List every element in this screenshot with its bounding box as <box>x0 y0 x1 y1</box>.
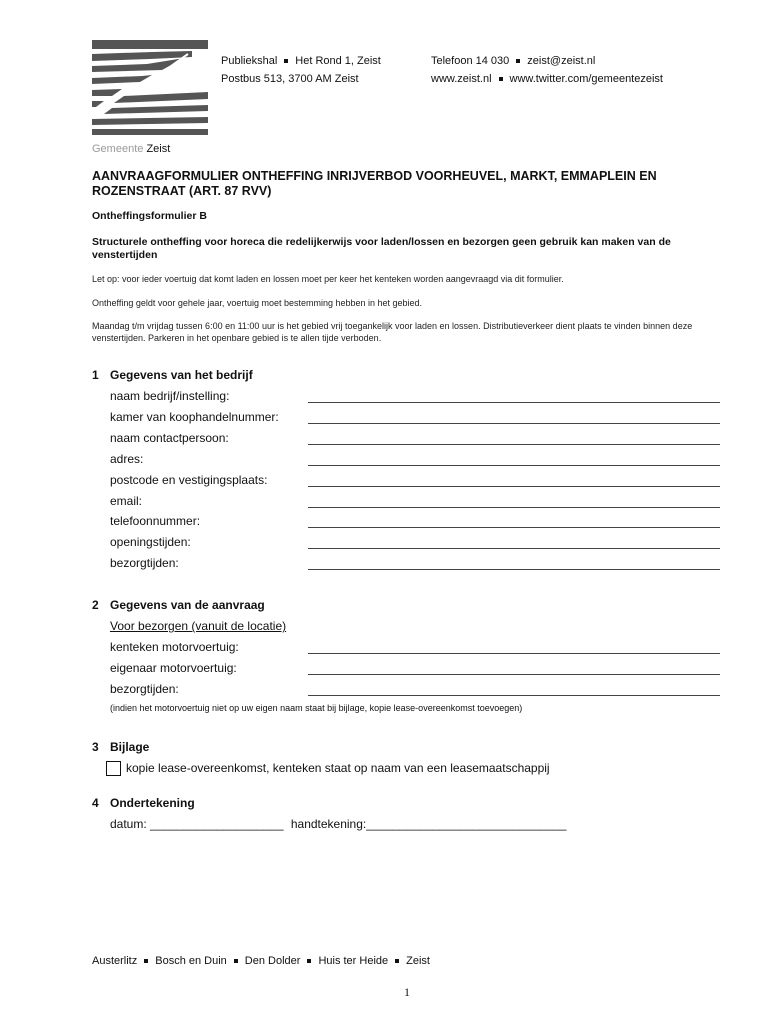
company-field-input[interactable] <box>308 465 720 466</box>
header-contact <box>431 52 663 88</box>
company-field-input[interactable] <box>308 548 720 549</box>
note-2: Ontheffing geldt voor gehele jaar, voertuig moet bestemming hebben in het gebied. <box>92 298 423 308</box>
section1-title: Gegevens van het bedrijf <box>110 368 253 382</box>
company-field-label: naam contactpersoon: <box>110 430 229 445</box>
address-part1: Publiekshal <box>221 55 278 67</box>
footer-place: Bosch en Duin <box>155 955 227 967</box>
footer-places <box>92 955 430 967</box>
header-address <box>221 52 381 88</box>
note-1: Let op: voor ieder voertuig dat komt laden en lossen moet per keer het kenteken worden aangevraagd via dit formulier. <box>92 274 564 284</box>
section2-number: 2 <box>92 598 99 612</box>
section1-heading <box>92 368 253 382</box>
company-field-label: email: <box>110 493 143 508</box>
request-field-label: eigenaar motorvoertuig: <box>110 661 237 675</box>
lease-checkbox[interactable] <box>106 761 121 776</box>
contact-email[interactable]: zeist@zeist.nl <box>527 55 596 67</box>
footer-place: Huis ter Heide <box>318 955 389 967</box>
company-field-input[interactable] <box>308 507 720 508</box>
brand-label <box>92 143 170 155</box>
gemeente-zeist-logo <box>92 40 210 136</box>
section2-heading <box>92 598 265 612</box>
bullet-icon <box>234 959 238 963</box>
company-field-input[interactable] <box>308 402 720 403</box>
company-field-input[interactable] <box>308 569 720 570</box>
page-number: 1 <box>404 985 410 999</box>
company-field-label: postcode en vestigingsplaats: <box>110 472 268 487</box>
bullet-icon <box>395 959 399 963</box>
request-field-input[interactable] <box>308 653 720 654</box>
footer-place: Austerlitz <box>92 955 138 967</box>
signature-field[interactable]: handtekening:______________________________ <box>290 817 567 831</box>
request-field-label: bezorgtijden: <box>110 682 179 696</box>
section4-number: 4 <box>92 796 99 810</box>
section1-number: 1 <box>92 368 99 382</box>
bullet-icon <box>307 959 311 963</box>
bullet-icon <box>284 59 288 63</box>
section3-title: Bijlage <box>110 740 150 754</box>
company-field-input[interactable] <box>308 423 720 424</box>
section3-heading <box>92 740 149 754</box>
company-field-input[interactable] <box>308 486 720 487</box>
footer-place: Den Dolder <box>244 955 301 967</box>
company-field-label: adres: <box>110 451 144 466</box>
brand-prefix: Gemeente <box>92 143 144 155</box>
note-3: Maandag t/m vrijdag tussen 6:00 en 11:00 uur is het gebied vrij toegankelijk voor laden en lossen. Distributieverkeer dient plaats te vinden binnen deze venstertijden. Parkeren in het openbare gebied is te allen tijde verboden. <box>92 321 693 343</box>
address-part2: Het Rond 1, Zeist <box>295 55 381 67</box>
section4-title: Ondertekening <box>110 796 195 810</box>
company-field-label: kamer van koophandelnummer: <box>110 409 279 424</box>
section3-number: 3 <box>92 740 99 754</box>
contact-web[interactable]: www.zeist.nl <box>431 73 492 85</box>
section2-note: (indien het motorvoertuig niet op uw eigen naam staat bij bijlage, kopie lease-overeenkomst toevoegen) <box>110 703 523 713</box>
request-field-label: kenteken motorvoertuig: <box>110 640 239 654</box>
form-subtitle: Ontheffingsformulier B <box>92 210 207 222</box>
request-field-input[interactable] <box>308 695 720 696</box>
brand-name: Zeist <box>146 143 171 155</box>
address-line2: Postbus 513, 3700 AM Zeist <box>221 73 359 85</box>
request-field-input[interactable] <box>308 674 720 675</box>
company-field-input[interactable] <box>308 444 720 445</box>
section2-title: Gegevens van de aanvraag <box>110 598 265 612</box>
contact-twitter[interactable]: www.twitter.com/gemeentezeist <box>509 73 663 85</box>
company-field-label: openingstijden: <box>110 535 191 550</box>
date-field[interactable]: datum: ____________________ <box>110 817 284 831</box>
footer-place: Zeist <box>406 955 430 967</box>
company-field-label: naam bedrijf/instelling: <box>110 389 230 403</box>
company-field-label: telefoonnummer: <box>110 514 201 529</box>
company-field-input[interactable] <box>308 527 720 528</box>
signature-row <box>110 817 566 831</box>
company-field-label: bezorgtijden: <box>110 556 179 571</box>
form-title: AANVRAAGFORMULIER ONTHEFFING INRIJVERBOD VOORHEUVEL, MARKT, EMMAPLEIN EN ROZENSTRAAT (ART. 87 RVV) <box>92 169 657 198</box>
bullet-icon <box>499 77 503 81</box>
bullet-icon <box>144 959 148 963</box>
form-description: Structurele ontheffing voor horeca die redelijkerwijs voor laden/lossen en bezorgen geen gebruik kan maken van de venstertijden <box>92 236 671 261</box>
lease-checkbox-label: kopie lease-overeenkomst, kenteken staat op naam van een leasemaatschappij <box>126 761 550 775</box>
contact-phone: Telefoon 14 030 <box>431 55 510 67</box>
bullet-icon <box>516 59 520 63</box>
section4-heading <box>92 796 195 810</box>
section2-subheading: Voor bezorgen (vanuit de locatie) <box>110 619 287 633</box>
